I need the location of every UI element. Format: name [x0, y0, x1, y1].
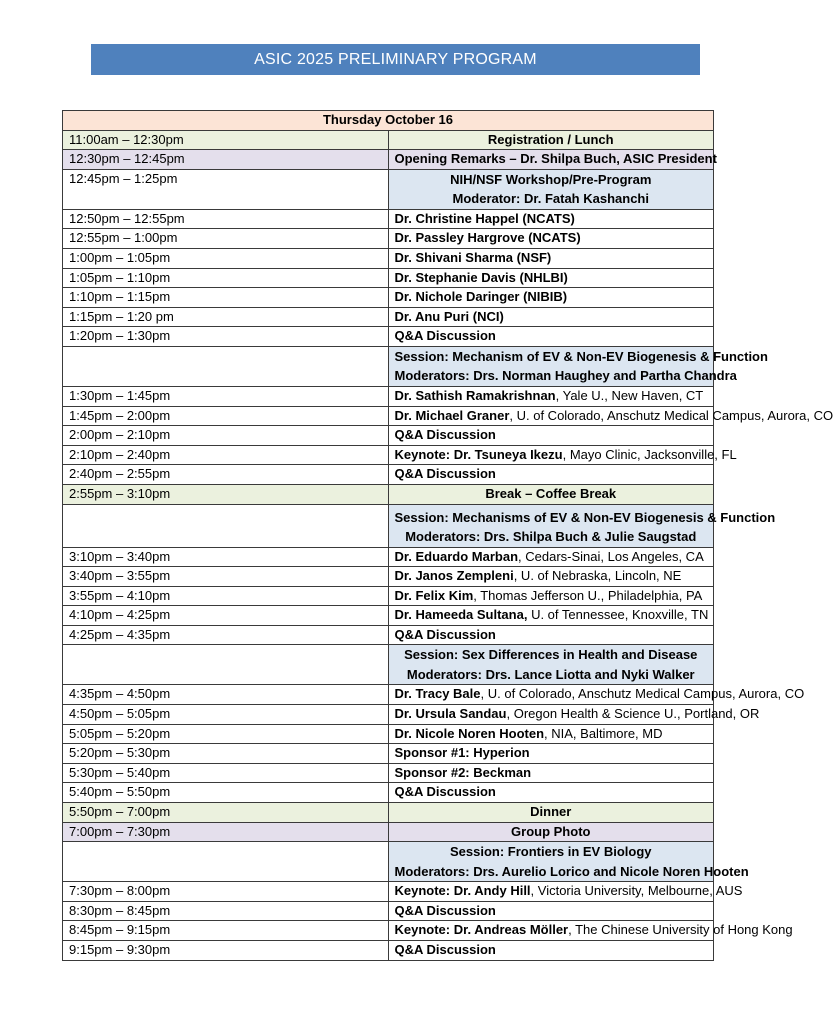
time-cell: 4:50pm – 5:05pm	[63, 705, 389, 725]
speaker-name: Dr. Michael Graner	[394, 407, 510, 423]
session-header	[388, 504, 776, 547]
session-header	[388, 346, 768, 386]
table-row	[63, 484, 714, 504]
time-cell: 2:00pm – 2:10pm	[63, 426, 389, 446]
session-moderator: Moderator: Dr. Fatah Kashanchi	[452, 191, 649, 207]
time-cell: 3:55pm – 4:10pm	[63, 586, 389, 606]
time-cell: 3:10pm – 3:40pm	[63, 547, 389, 567]
speaker-cell	[388, 406, 833, 426]
table-row	[63, 842, 714, 882]
time-cell: 12:45pm – 1:25pm	[63, 169, 389, 209]
speaker-affiliation: , The Chinese University of Hong Kong	[568, 922, 793, 938]
time-cell: 2:10pm – 2:40pm	[63, 445, 389, 465]
speaker-cell	[388, 685, 805, 705]
time-cell: 1:45pm – 2:00pm	[63, 406, 389, 426]
table-row	[63, 783, 714, 803]
table-row	[63, 504, 714, 547]
speaker-affiliation: , U. of Colorado, Anschutz Medical Campus, Aurora, CO	[480, 686, 805, 702]
speaker-cell	[388, 882, 743, 902]
speaker-cell: Dr. Passley Hargrove (NCATS)	[388, 229, 714, 249]
speaker-affiliation: , Mayo Clinic, Jacksonville, FL	[562, 446, 737, 462]
table-row	[63, 465, 714, 485]
table-row	[63, 822, 714, 842]
time-cell: 5:30pm – 5:40pm	[63, 763, 389, 783]
speaker-affiliation: , Victoria University, Melbourne, AUS	[530, 883, 743, 899]
table-row	[63, 763, 714, 783]
speaker-name: Keynote: Dr. Andreas Möller	[394, 922, 569, 938]
table-row	[63, 941, 714, 961]
time-cell: 1:10pm – 1:15pm	[63, 288, 389, 308]
table-row	[63, 586, 714, 606]
speaker-name: Dr. Sathish Ramakrishnan	[394, 387, 556, 403]
table-row	[63, 327, 714, 347]
event-cell: Dinner	[388, 803, 714, 823]
day-title-row	[63, 111, 714, 131]
time-cell: 4:10pm – 4:25pm	[63, 606, 389, 626]
event-cell: Group Photo	[388, 822, 714, 842]
time-cell: 5:20pm – 5:30pm	[63, 744, 389, 764]
speaker-cell: Q&A Discussion	[388, 941, 714, 961]
speaker-name: Keynote: Dr. Tsuneya Ikezu	[394, 446, 563, 462]
time-cell: 12:55pm – 1:00pm	[63, 229, 389, 249]
speaker-cell	[388, 586, 714, 606]
speaker-cell: Q&A Discussion	[388, 901, 714, 921]
time-cell: 1:15pm – 1:20 pm	[63, 307, 389, 327]
program-banner: ASIC 2025 PRELIMINARY PROGRAM	[91, 44, 700, 75]
session-moderator: Moderators: Drs. Aurelio Lorico and Nicole Noren Hooten	[394, 863, 749, 879]
table-row	[63, 606, 714, 626]
speaker-cell: Dr. Nichole Daringer (NIBIB)	[388, 288, 714, 308]
speaker-cell: Dr. Anu Puri (NCI)	[388, 307, 714, 327]
speaker-cell	[388, 921, 793, 941]
event-cell: Opening Remarks – Dr. Shilpa Buch, ASIC President	[388, 150, 714, 170]
time-cell	[63, 504, 389, 547]
table-row	[63, 426, 714, 446]
speaker-cell: Q&A Discussion	[388, 625, 714, 645]
speaker-cell	[388, 386, 714, 406]
time-cell: 1:05pm – 1:10pm	[63, 268, 389, 288]
time-cell: 8:45pm – 9:15pm	[63, 921, 389, 941]
time-cell: 2:40pm – 2:55pm	[63, 465, 389, 485]
table-row	[63, 567, 714, 587]
table-row	[63, 645, 714, 685]
table-row	[63, 130, 714, 150]
time-cell: 7:30pm – 8:00pm	[63, 882, 389, 902]
speaker-affiliation: U. of Tennessee, Knoxville, TN	[527, 607, 709, 623]
time-cell	[63, 645, 389, 685]
speaker-cell	[388, 606, 714, 626]
time-cell: 2:55pm – 3:10pm	[63, 484, 389, 504]
event-cell: Registration / Lunch	[388, 130, 714, 150]
speaker-cell	[388, 445, 737, 465]
table-row	[63, 445, 714, 465]
speaker-affiliation: , Yale U., New Haven, CT	[555, 387, 704, 403]
table-row	[63, 209, 714, 229]
speaker-cell: Dr. Stephanie Davis (NHLBI)	[388, 268, 714, 288]
session-title: Session: Frontiers in EV Biology	[449, 844, 652, 860]
speaker-name: Dr. Janos Zempleni	[394, 568, 514, 584]
time-cell: 5:50pm – 7:00pm	[63, 803, 389, 823]
speaker-name: Dr. Hameeda Sultana,	[394, 607, 528, 623]
session-title: Session: Mechanism of EV & Non-EV Biogenesis & Function	[394, 348, 768, 364]
table-row	[63, 744, 714, 764]
session-header	[388, 169, 714, 209]
speaker-cell: Q&A Discussion	[388, 465, 714, 485]
speaker-name: Dr. Ursula Sandau	[394, 706, 507, 722]
session-title: Session: Sex Differences in Health and Disease	[404, 647, 698, 663]
speaker-cell	[388, 705, 760, 725]
time-cell: 7:00pm – 7:30pm	[63, 822, 389, 842]
time-cell: 12:30pm – 12:45pm	[63, 150, 389, 170]
time-cell: 1:00pm – 1:05pm	[63, 248, 389, 268]
speaker-affiliation: , U. of Colorado, Anschutz Medical Campus, Aurora, CO	[509, 407, 833, 423]
time-cell: 12:50pm – 12:55pm	[63, 209, 389, 229]
speaker-name: Dr. Tracy Bale	[394, 686, 481, 702]
program-table	[62, 110, 833, 961]
time-cell: 4:35pm – 4:50pm	[63, 685, 389, 705]
day-title: Thursday October 16	[63, 111, 714, 131]
table-row	[63, 169, 714, 209]
table-row	[63, 803, 714, 823]
table-row	[63, 921, 714, 941]
time-cell: 5:05pm – 5:20pm	[63, 724, 389, 744]
time-cell: 11:00am – 12:30pm	[63, 130, 389, 150]
time-cell: 8:30pm – 8:45pm	[63, 901, 389, 921]
speaker-affiliation: , Thomas Jefferson U., Philadelphia, PA	[473, 587, 703, 603]
table-row	[63, 882, 714, 902]
table-row	[63, 307, 714, 327]
speaker-affiliation: , Cedars-Sinai, Los Angeles, CA	[518, 548, 704, 564]
time-cell: 1:30pm – 1:45pm	[63, 386, 389, 406]
speaker-name: Keynote: Dr. Andy Hill	[394, 883, 531, 899]
table-row	[63, 547, 714, 567]
table-row	[63, 248, 714, 268]
table-row	[63, 724, 714, 744]
speaker-cell	[388, 567, 714, 587]
session-moderator: Moderators: Drs. Shilpa Buch & Julie Saugstad	[405, 529, 697, 544]
speaker-name: Dr. Eduardo Marban	[394, 548, 519, 564]
speaker-cell	[388, 724, 714, 744]
table-row	[63, 268, 714, 288]
session-moderator: Moderators: Drs. Lance Liotta and Nyki Walker	[406, 666, 695, 682]
time-cell: 5:40pm – 5:50pm	[63, 783, 389, 803]
table-row	[63, 901, 714, 921]
time-cell: 3:40pm – 3:55pm	[63, 567, 389, 587]
table-row	[63, 150, 714, 170]
time-cell	[63, 346, 389, 386]
session-header	[388, 842, 749, 882]
speaker-cell: Sponsor #1: Hyperion	[388, 744, 714, 764]
table-row	[63, 346, 714, 386]
speaker-affiliation: , Oregon Health & Science U., Portland, OR	[506, 706, 760, 722]
session-header	[388, 645, 714, 685]
speaker-affiliation: , U. of Nebraska, Lincoln, NE	[513, 568, 682, 584]
table-row	[63, 625, 714, 645]
speaker-name: Dr. Felix Kim	[394, 587, 474, 603]
table-row	[63, 386, 714, 406]
table-row	[63, 229, 714, 249]
speaker-cell: Q&A Discussion	[388, 426, 714, 446]
time-cell: 1:20pm – 1:30pm	[63, 327, 389, 347]
time-cell: 9:15pm – 9:30pm	[63, 941, 389, 961]
speaker-cell: Q&A Discussion	[388, 327, 714, 347]
speaker-name: Dr. Nicole Noren Hooten	[394, 725, 545, 741]
speaker-cell	[388, 547, 714, 567]
event-cell: Break – Coffee Break	[388, 484, 714, 504]
speaker-cell: Dr. Shivani Sharma (NSF)	[388, 248, 714, 268]
table-row	[63, 406, 714, 426]
speaker-affiliation: , NIA, Baltimore, MD	[544, 725, 663, 741]
session-title: Session: Mechanisms of EV & Non-EV Biogenesis & Function	[394, 509, 776, 525]
session-moderator: Moderators: Drs. Norman Haughey and Partha Chandra	[394, 368, 737, 384]
speaker-cell: Sponsor #2: Beckman	[388, 763, 714, 783]
table-row	[63, 685, 714, 705]
speaker-cell: Q&A Discussion	[388, 783, 714, 803]
time-cell: 4:25pm – 4:35pm	[63, 625, 389, 645]
table-row	[63, 705, 714, 725]
time-cell	[63, 842, 389, 882]
table-row	[63, 288, 714, 308]
session-title: NIH/NSF Workshop/Pre-Program	[450, 171, 652, 187]
speaker-cell: Dr. Christine Happel (NCATS)	[388, 209, 714, 229]
